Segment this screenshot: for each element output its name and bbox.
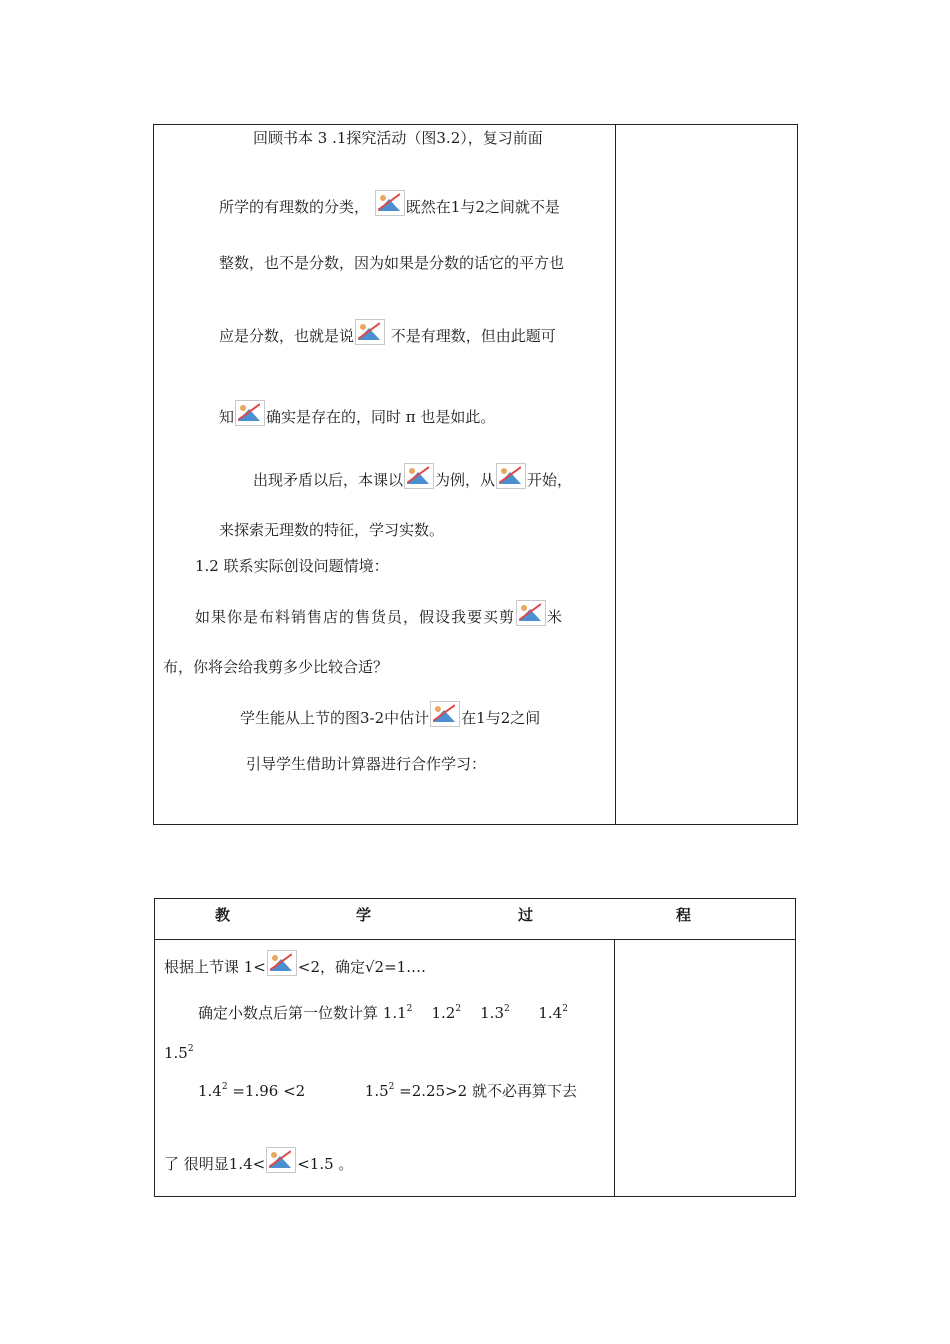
image-placeholder-icon bbox=[430, 701, 460, 727]
paragraph-integer: 整数，也不是分数，因为如果是分数的话它的平方也 bbox=[219, 254, 565, 272]
paragraph-explore: 来探索无理数的特征，学习实数。 bbox=[219, 521, 445, 539]
paragraph-classification: 所学的有理数的分类， 既然在1与2之间就不是 bbox=[219, 190, 560, 217]
column-divider bbox=[614, 939, 615, 1196]
square-term: $1.3^2$ bbox=[480, 1004, 510, 1022]
paragraph-cloth: 布，你将会给我剪多少比较合适？ bbox=[163, 658, 389, 676]
image-placeholder-icon bbox=[267, 950, 297, 976]
square-term: $1.1^2$ bbox=[382, 1004, 413, 1022]
image-placeholder-icon bbox=[235, 400, 265, 426]
image-placeholder-icon bbox=[404, 463, 434, 489]
square-term: $1.4^2$ bbox=[538, 1004, 568, 1022]
paragraph-fraction: 应是分数，也就是说 不是有理数，但由此题可 bbox=[219, 319, 556, 346]
table-header-cell: 过 bbox=[518, 906, 534, 924]
image-placeholder-icon bbox=[266, 1147, 296, 1173]
header-divider bbox=[155, 939, 795, 940]
paragraph-shop: 如果你是布料销售店的售货员，假设我要买剪 米 bbox=[195, 600, 563, 627]
column-divider bbox=[615, 125, 616, 824]
paragraph-previous-lesson: 根据上节课 1< <2，确定√2=1.… bbox=[164, 950, 426, 977]
table-header-cell: 教 bbox=[215, 906, 231, 924]
paragraph-conclusion: 了 很明显1.4< <1.5 。 bbox=[164, 1147, 353, 1174]
table-header-cell: 学 bbox=[356, 906, 372, 924]
section-heading-1-2: 1.2 联系实际创设问题情境： bbox=[195, 557, 389, 575]
image-placeholder-icon bbox=[355, 319, 385, 345]
paragraph-review: 回顾书本 3 .1探究活动（图3.2），复习前面 bbox=[253, 129, 543, 147]
image-placeholder-icon bbox=[375, 190, 405, 216]
paragraph-estimate: 学生能从上节的图3-2中估计 在1与2之间 bbox=[240, 701, 540, 728]
image-placeholder-icon bbox=[496, 463, 526, 489]
square-term: $1.5^2$ bbox=[164, 1044, 194, 1062]
paragraph-comparison: $1.4^2 =1.96 <2$ $1.5^2 =2.25>2$ 就不必再算下去 bbox=[198, 1082, 577, 1100]
image-placeholder-icon bbox=[516, 600, 546, 626]
paragraph-first-decimal: 确定小数点后第一位数计算 $1.1^2$ $1.2^2$ $1.3^2$ $1.4^2$ bbox=[198, 1004, 568, 1022]
paragraph-calculator: 引导学生借助计算器进行合作学习： bbox=[246, 755, 487, 773]
paragraph-contradiction: 出现矛盾以后，本课以 为例，从 开始， bbox=[253, 463, 572, 490]
paragraph-exists: 知 确实是存在的，同时 π 也是如此。 bbox=[219, 400, 495, 427]
table-header-cell: 程 bbox=[676, 906, 692, 924]
square-term: $1.2^2$ bbox=[431, 1004, 462, 1022]
